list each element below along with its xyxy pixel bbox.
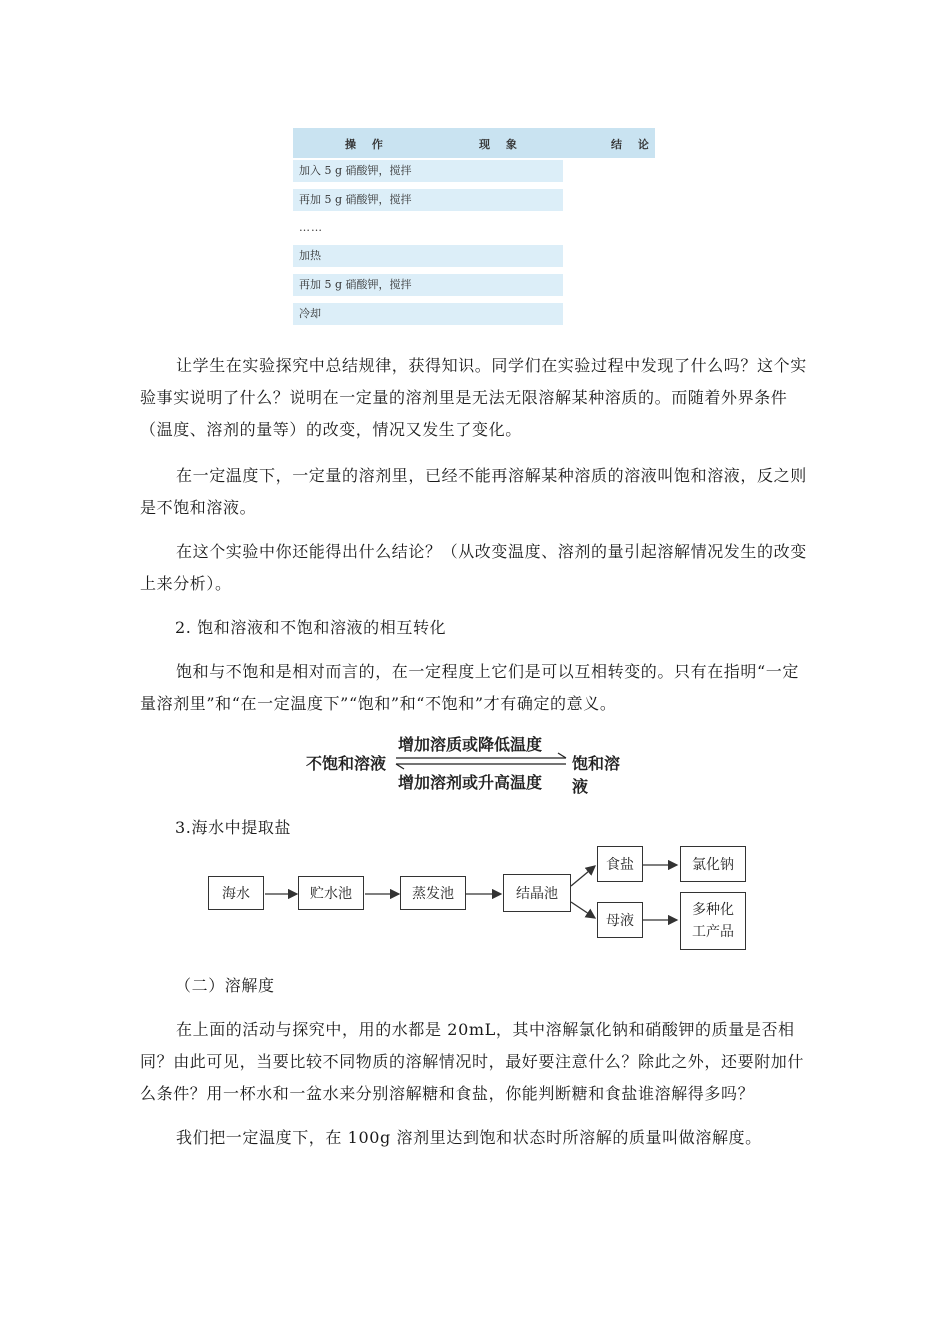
section-heading-2: 2. 饱和溶液和不饱和溶液的相互转化 bbox=[175, 618, 447, 637]
experiment-table bbox=[293, 128, 655, 330]
storage-pool-box: 贮水池 bbox=[298, 876, 364, 910]
unsaturated-label: 不饱和溶液 bbox=[306, 754, 387, 773]
crystallization-pool-box: 结晶池 bbox=[503, 874, 571, 912]
section-heading-solubility: （二）溶解度 bbox=[175, 976, 275, 995]
sodium-chloride-box: 氯化钠 bbox=[680, 846, 746, 882]
table-row: 再加 5 g 硝酸钾，搅拌 bbox=[293, 189, 563, 211]
chemical-products-line1: 多种化 bbox=[692, 902, 734, 918]
flow-arrows bbox=[205, 842, 750, 954]
paragraph-3: 在这个实验中你还能得出什么结论？（从改变温度、溶剂的量引起溶解情况发生的改变上来分析）。 bbox=[140, 542, 807, 593]
table-row: 再加 5 g 硝酸钾，搅拌 bbox=[293, 274, 563, 296]
table-header bbox=[293, 128, 655, 158]
chemical-products-box bbox=[680, 892, 746, 950]
seawater-box: 海水 bbox=[208, 876, 264, 910]
evaporation-pool-box: 蒸发池 bbox=[400, 876, 466, 910]
saturation-conversion-diagram bbox=[300, 732, 630, 796]
table-row: 加热 bbox=[293, 245, 563, 267]
paragraph-5: 在上面的活动与探究中，用的水都是 20mL，其中溶解氯化钠和硝酸钾的质量是否相同？由此可见，当要比较不同物质的溶解情况时，最好要注意什么？除此之外，还要附加什么条件？用一杯水和一盆水来分别溶解糖和食盐，你能判断糖和食盐谁溶解得多吗？ bbox=[140, 1020, 805, 1103]
header-conclusion: 结 论 bbox=[611, 138, 655, 151]
mother-liquor-box: 母液 bbox=[597, 902, 643, 938]
header-phenomenon: 现 象 bbox=[479, 138, 523, 151]
chemical-products-line2: 工产品 bbox=[692, 924, 734, 940]
paragraph-6: 我们把一定温度下，在 100g 溶剂里达到饱和状态时所溶解的质量叫做溶解度。 bbox=[176, 1128, 762, 1147]
sea-salt-flow-diagram bbox=[205, 842, 750, 954]
section-heading-3: 3.海水中提取盐 bbox=[175, 818, 292, 837]
to-saturated-condition: 增加溶质或降低温度 bbox=[398, 735, 543, 754]
paragraph-4: 饱和与不饱和是相对而言的，在一定程度上它们是可以互相转变的。只有在指明“一定量溶剂里”和“在一定温度下”“饱和”和“不饱和”才有确定的意义。 bbox=[140, 662, 799, 713]
to-unsaturated-condition: 增加溶剂或升高温度 bbox=[398, 773, 543, 792]
header-operation: 操 作 bbox=[345, 138, 389, 151]
saturated-label: 饱和溶液 bbox=[572, 754, 621, 796]
table-row: 加入 5 g 硝酸钾，搅拌 bbox=[293, 160, 563, 182]
table-row: 冷却 bbox=[293, 303, 563, 325]
table-row: …… bbox=[299, 221, 323, 234]
salt-box: 食盐 bbox=[597, 846, 643, 882]
paragraph-2: 在一定温度下，一定量的溶剂里，已经不能再溶解某种溶质的溶液叫饱和溶液，反之则是不饱和溶液。 bbox=[140, 466, 807, 517]
paragraph-1: 让学生在实验探究中总结规律，获得知识。同学们在实验过程中发现了什么吗？这个实验事实说明了什么？说明在一定量的溶剂里是无法无限溶解某种溶质的。而随着外界条件（温度、溶剂的量等）的改变，情况又发生了变化。 bbox=[140, 356, 807, 439]
